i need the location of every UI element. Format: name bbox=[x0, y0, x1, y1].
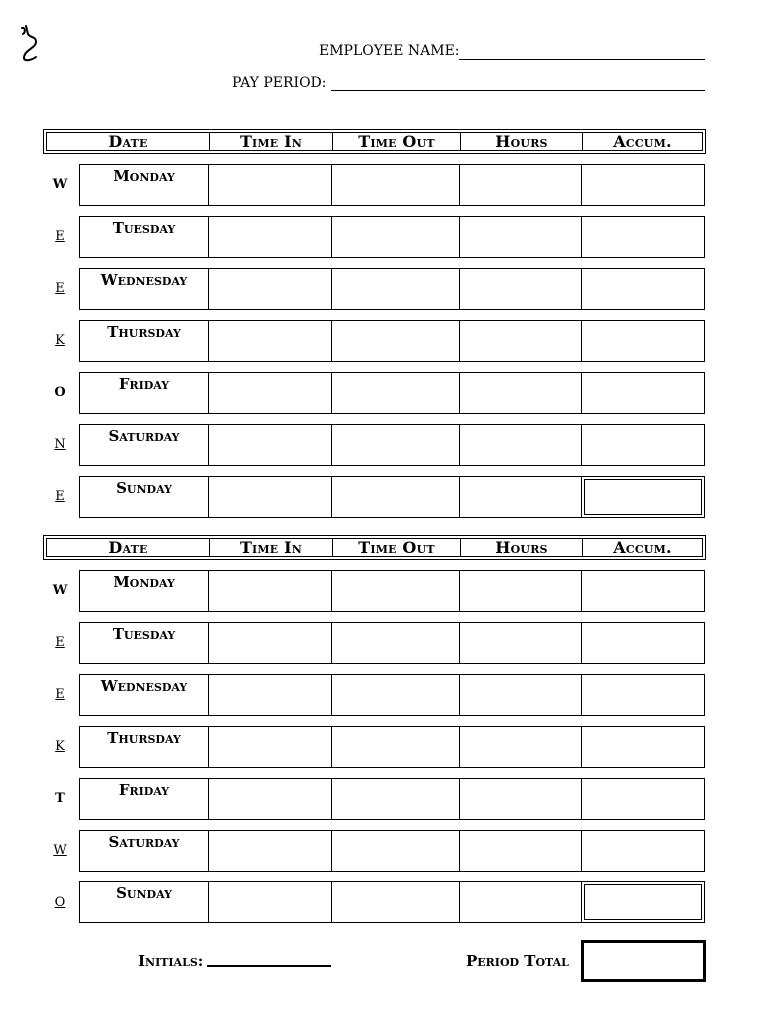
week-two-row-wednesday bbox=[79, 674, 705, 716]
time-in-cell[interactable] bbox=[208, 320, 332, 362]
day-label: Sunday bbox=[79, 881, 209, 923]
header-time-in: Time In bbox=[209, 132, 333, 151]
hours-cell[interactable] bbox=[459, 424, 582, 466]
week-two-row-tuesday bbox=[79, 622, 705, 664]
header-time-in: Time In bbox=[209, 538, 333, 557]
week-two-row-monday bbox=[79, 570, 705, 612]
hours-cell[interactable] bbox=[459, 164, 582, 206]
week-two-letter: E bbox=[55, 635, 65, 650]
header-time-out: Time Out bbox=[332, 132, 461, 151]
accum-cell[interactable] bbox=[581, 674, 705, 716]
hours-cell[interactable] bbox=[459, 726, 582, 768]
week-one-row-sunday bbox=[79, 476, 705, 518]
time-in-cell[interactable] bbox=[208, 778, 332, 820]
time-in-cell[interactable] bbox=[208, 424, 332, 466]
time-out-cell[interactable] bbox=[331, 424, 460, 466]
time-in-cell[interactable] bbox=[208, 726, 332, 768]
week-two-row-sunday bbox=[79, 881, 705, 923]
time-out-cell[interactable] bbox=[331, 830, 460, 872]
week-two-row-thursday bbox=[79, 726, 705, 768]
day-label: Monday bbox=[79, 570, 209, 612]
time-out-cell[interactable] bbox=[331, 216, 460, 258]
header-date: Date bbox=[46, 538, 210, 557]
accum-cell[interactable] bbox=[581, 830, 705, 872]
accum-cell[interactable] bbox=[581, 778, 705, 820]
day-label: Wednesday bbox=[79, 674, 209, 716]
time-out-cell[interactable] bbox=[331, 622, 460, 664]
employee-name-field[interactable] bbox=[459, 59, 705, 60]
day-label: Sunday bbox=[79, 476, 209, 518]
week-one-letter: E bbox=[55, 229, 65, 244]
week-two-header bbox=[43, 535, 706, 560]
time-in-cell[interactable] bbox=[208, 830, 332, 872]
accum-cell[interactable] bbox=[581, 622, 705, 664]
week-two-accum-total-cell[interactable] bbox=[581, 881, 705, 923]
time-out-cell[interactable] bbox=[331, 164, 460, 206]
time-in-cell[interactable] bbox=[208, 881, 332, 923]
week-one-letter: E bbox=[55, 281, 65, 296]
day-label: Wednesday bbox=[79, 268, 209, 310]
day-label: Saturday bbox=[79, 830, 209, 872]
hours-cell[interactable] bbox=[459, 881, 582, 923]
pay-period-label: PAY PERIOD: bbox=[232, 75, 327, 91]
accum-cell[interactable] bbox=[581, 268, 705, 310]
initials-field[interactable] bbox=[207, 965, 331, 967]
week-two-letter: T bbox=[55, 791, 65, 806]
script-logo-icon bbox=[16, 24, 42, 64]
hours-cell[interactable] bbox=[459, 570, 582, 612]
time-in-cell[interactable] bbox=[208, 164, 332, 206]
hours-cell[interactable] bbox=[459, 674, 582, 716]
week-one-row-wednesday bbox=[79, 268, 705, 310]
accum-cell[interactable] bbox=[581, 216, 705, 258]
hours-cell[interactable] bbox=[459, 622, 582, 664]
week-one-letter: W bbox=[52, 177, 68, 192]
hours-cell[interactable] bbox=[459, 830, 582, 872]
pay-period-field[interactable] bbox=[331, 90, 705, 91]
header-hours: Hours bbox=[460, 538, 583, 557]
time-in-cell[interactable] bbox=[208, 622, 332, 664]
week-one-row-saturday bbox=[79, 424, 705, 466]
day-label: Saturday bbox=[79, 424, 209, 466]
accum-cell[interactable] bbox=[581, 320, 705, 362]
week-two-letter: W bbox=[53, 843, 67, 858]
week-two-letter: E bbox=[55, 687, 65, 702]
week-one-row-thursday bbox=[79, 320, 705, 362]
time-out-cell[interactable] bbox=[331, 268, 460, 310]
hours-cell[interactable] bbox=[459, 372, 582, 414]
day-label: Thursday bbox=[79, 320, 209, 362]
header-accum: Accum. bbox=[582, 538, 703, 557]
time-in-cell[interactable] bbox=[208, 372, 332, 414]
accum-cell[interactable] bbox=[581, 164, 705, 206]
header-date: Date bbox=[46, 132, 210, 151]
week-one-letter: E bbox=[55, 489, 65, 504]
employee-name-label: EMPLOYEE NAME: bbox=[319, 43, 460, 59]
week-one-row-tuesday bbox=[79, 216, 705, 258]
time-out-cell[interactable] bbox=[331, 881, 460, 923]
week-one-row-friday bbox=[79, 372, 705, 414]
week-one-letter: K bbox=[55, 333, 65, 348]
week-one-accum-total-cell[interactable] bbox=[581, 476, 705, 518]
time-out-cell[interactable] bbox=[331, 570, 460, 612]
time-out-cell[interactable] bbox=[331, 320, 460, 362]
header-hours: Hours bbox=[460, 132, 583, 151]
header-time-out: Time Out bbox=[332, 538, 461, 557]
time-in-cell[interactable] bbox=[208, 476, 332, 518]
time-out-cell[interactable] bbox=[331, 476, 460, 518]
day-label: Thursday bbox=[79, 726, 209, 768]
hours-cell[interactable] bbox=[459, 268, 582, 310]
time-in-cell[interactable] bbox=[208, 570, 332, 612]
accum-cell[interactable] bbox=[581, 372, 705, 414]
day-label: Tuesday bbox=[79, 216, 209, 258]
week-one-letter: N bbox=[54, 437, 66, 452]
initials-label: Initials: bbox=[138, 952, 204, 970]
header-accum: Accum. bbox=[582, 132, 703, 151]
time-in-cell[interactable] bbox=[208, 216, 332, 258]
week-one-header bbox=[43, 129, 706, 154]
hours-cell[interactable] bbox=[459, 476, 582, 518]
accum-cell[interactable] bbox=[581, 424, 705, 466]
day-label: Monday bbox=[79, 164, 209, 206]
time-out-cell[interactable] bbox=[331, 778, 460, 820]
accum-cell[interactable] bbox=[581, 726, 705, 768]
time-out-cell[interactable] bbox=[331, 726, 460, 768]
hours-cell[interactable] bbox=[459, 778, 582, 820]
week-one-row-monday bbox=[79, 164, 705, 206]
day-label: Friday bbox=[79, 372, 209, 414]
hours-cell[interactable] bbox=[459, 320, 582, 362]
hours-cell[interactable] bbox=[459, 216, 582, 258]
period-total-label: Period Total bbox=[466, 952, 569, 970]
day-label: Tuesday bbox=[79, 622, 209, 664]
week-two-letter: K bbox=[55, 739, 65, 754]
accum-cell[interactable] bbox=[581, 570, 705, 612]
week-one-letter: O bbox=[54, 385, 66, 400]
time-in-cell[interactable] bbox=[208, 268, 332, 310]
week-two-letter: W bbox=[52, 583, 68, 598]
time-out-cell[interactable] bbox=[331, 674, 460, 716]
time-out-cell[interactable] bbox=[331, 372, 460, 414]
day-label: Friday bbox=[79, 778, 209, 820]
week-two-row-saturday bbox=[79, 830, 705, 872]
period-total-box[interactable] bbox=[581, 940, 706, 982]
week-two-letter: O bbox=[54, 895, 66, 910]
time-in-cell[interactable] bbox=[208, 674, 332, 716]
week-two-row-friday bbox=[79, 778, 705, 820]
